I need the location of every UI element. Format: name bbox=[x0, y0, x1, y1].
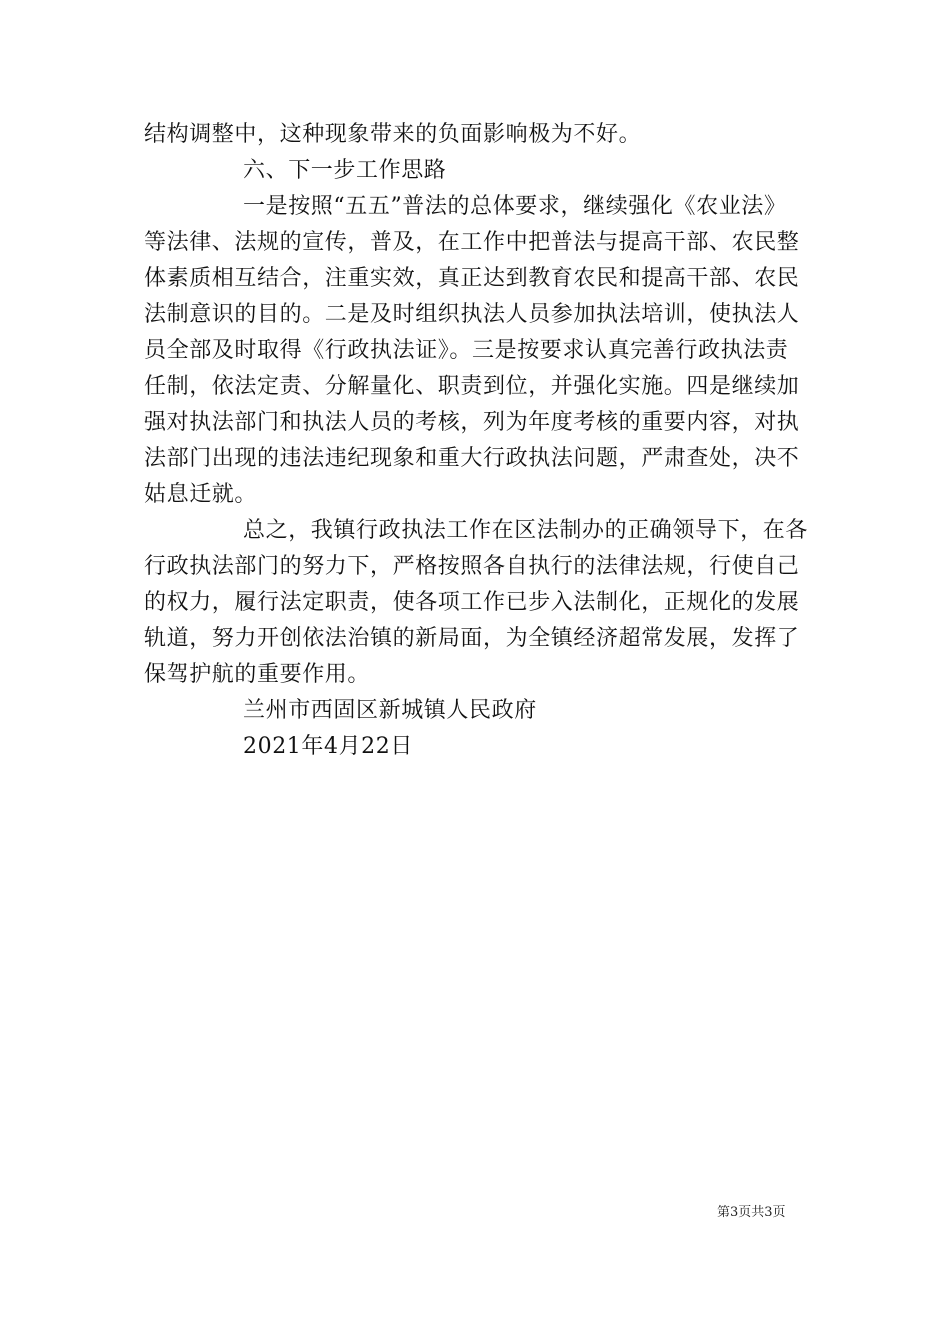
signature-date: 2021年4月22日 bbox=[243, 734, 413, 759]
page-number-footer: 第3页共3页 bbox=[717, 1205, 786, 1220]
body-line: 行政执法部门的努力下，严格按照各自执行的法律法规，行使自己 bbox=[144, 554, 800, 579]
signature-organization: 兰州市西固区新城镇人民政府 bbox=[243, 698, 537, 723]
body-line: 员全部及时取得《行政执法证》。三是按要求认真完善行政执法责 bbox=[144, 338, 789, 363]
body-line: 轨道，努力开创依法治镇的新局面，为全镇经济超常发展，发挥了 bbox=[144, 626, 800, 651]
paragraph-first-line: 总之，我镇行政执法工作在区法制办的正确领导下，在各 bbox=[243, 518, 809, 543]
body-line: 姑息迁就。 bbox=[144, 482, 258, 507]
body-line: 保驾护航的重要作用。 bbox=[144, 662, 371, 687]
body-line: 结构调整中，这种现象带来的负面影响极为不好。 bbox=[144, 122, 642, 147]
body-line: 的权力，履行法定职责，使各项工作已步入法制化，正规化的发展 bbox=[144, 590, 800, 615]
body-line: 强对执法部门和执法人员的考核，列为年度考核的重要内容，对执 bbox=[144, 410, 800, 435]
body-line: 等法律、法规的宣传，普及，在工作中把普法与提高干部、农民整 bbox=[144, 230, 800, 255]
body-line: 体素质相互结合，注重实效，真正达到教育农民和提高干部、农民 bbox=[144, 266, 800, 291]
paragraph-first-line: 一是按照“五五”普法的总体要求，继续强化《农业法》 bbox=[243, 194, 787, 219]
section-heading: 六、下一步工作思路 bbox=[243, 158, 447, 183]
body-line: 法制意识的目的。二是及时组织执法人员参加执法培训，使执法人 bbox=[144, 302, 800, 327]
body-line: 法部门出现的违法违纪现象和重大行政执法问题，严肃查处，决不 bbox=[144, 446, 800, 471]
body-line: 任制，依法定责、分解量化、职责到位，并强化实施。四是继续加 bbox=[144, 374, 800, 399]
